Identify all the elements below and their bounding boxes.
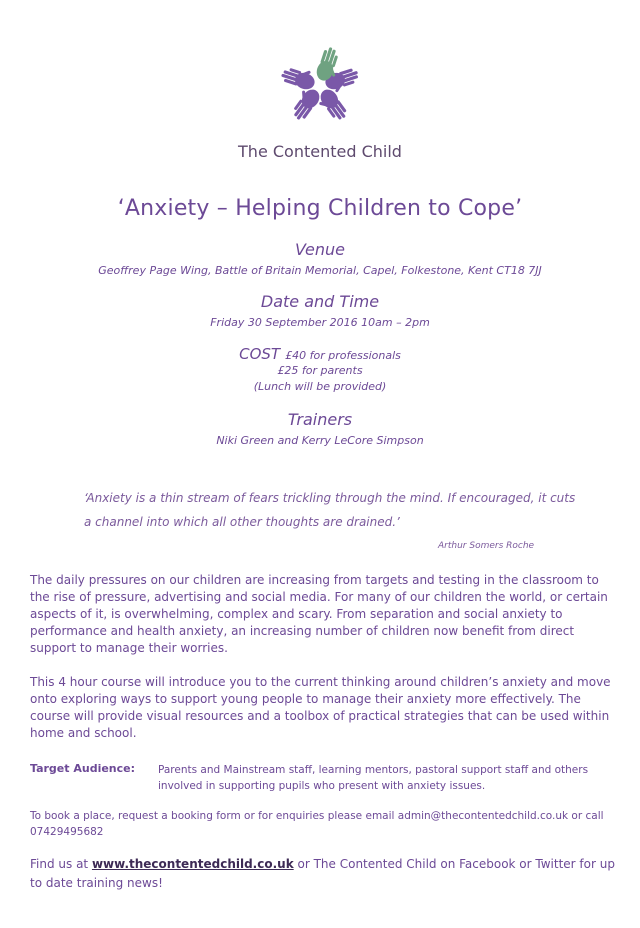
hands-circle-logo-icon xyxy=(276,40,364,132)
brand-name: The Contented Child xyxy=(238,142,402,161)
find-us-text xyxy=(30,855,620,893)
cost-lunch: (Lunch will be provided) xyxy=(253,380,387,393)
venue-heading: Venue xyxy=(295,240,345,259)
intro-paragraph: The daily pressures on our children are increasing from targets and testing in the classroom to the rise of pressure, advertising and social media. For many of our children the world, or certain aspects of it, is overwhelming, complex and scary. From separation and social anxiety to performance and health anxiety, an increasing number of children now benefit from direct support to manage their worries. xyxy=(30,573,608,655)
page-title: ‘Anxiety – Helping Children to Cope’ xyxy=(117,196,523,221)
find-suffix: or The Contented Child on Facebook or Twitter for up to date training news! xyxy=(30,857,615,890)
target-audience-label: Target Audience: xyxy=(30,762,136,775)
venue-text: Geoffrey Page Wing, Battle of Britain Memorial, Capel, Folkestone, Kent CT18 7JJ xyxy=(98,264,542,277)
trainers-names: Niki Green and Kerry LeCore Simpson xyxy=(216,434,424,447)
cost-parents: £25 for parents xyxy=(277,364,363,377)
quote-text: ‘Anxiety is a thin stream of fears trickling through the mind. If encouraged, it cuts a channel into which all other thoughts are drained.’ xyxy=(84,491,576,529)
cost-line xyxy=(0,344,640,363)
cost-heading: COST xyxy=(239,345,281,363)
booking-text: To book a place, request a booking form or for enquiries please email admin@thecontentedchild.co.uk or call 07429495682 xyxy=(30,810,604,838)
target-audience-text: Parents and Mainstream staff, learning mentors, pastoral support staff and others involved in supporting pupils who present with anxiety issues. xyxy=(158,764,589,792)
datetime-heading: Date and Time xyxy=(260,292,380,311)
cost-professionals: £40 for professionals xyxy=(285,349,401,362)
quote-author: Arthur Somers Roche xyxy=(438,541,535,551)
datetime-text: Friday 30 September 2016 10am – 2pm xyxy=(210,316,430,329)
website-link[interactable]: www.thecontentedchild.co.uk xyxy=(91,857,294,871)
find-prefix: Find us at xyxy=(30,857,92,871)
course-paragraph: This 4 hour course will introduce you to the current thinking around children’s anxiety and move onto exploring ways to support young people to manage their anxiety more effectively. The course will provide visual resources and a toolbox of practical strategies that can be used within home and school. xyxy=(30,675,611,740)
trainers-heading: Trainers xyxy=(287,410,353,429)
